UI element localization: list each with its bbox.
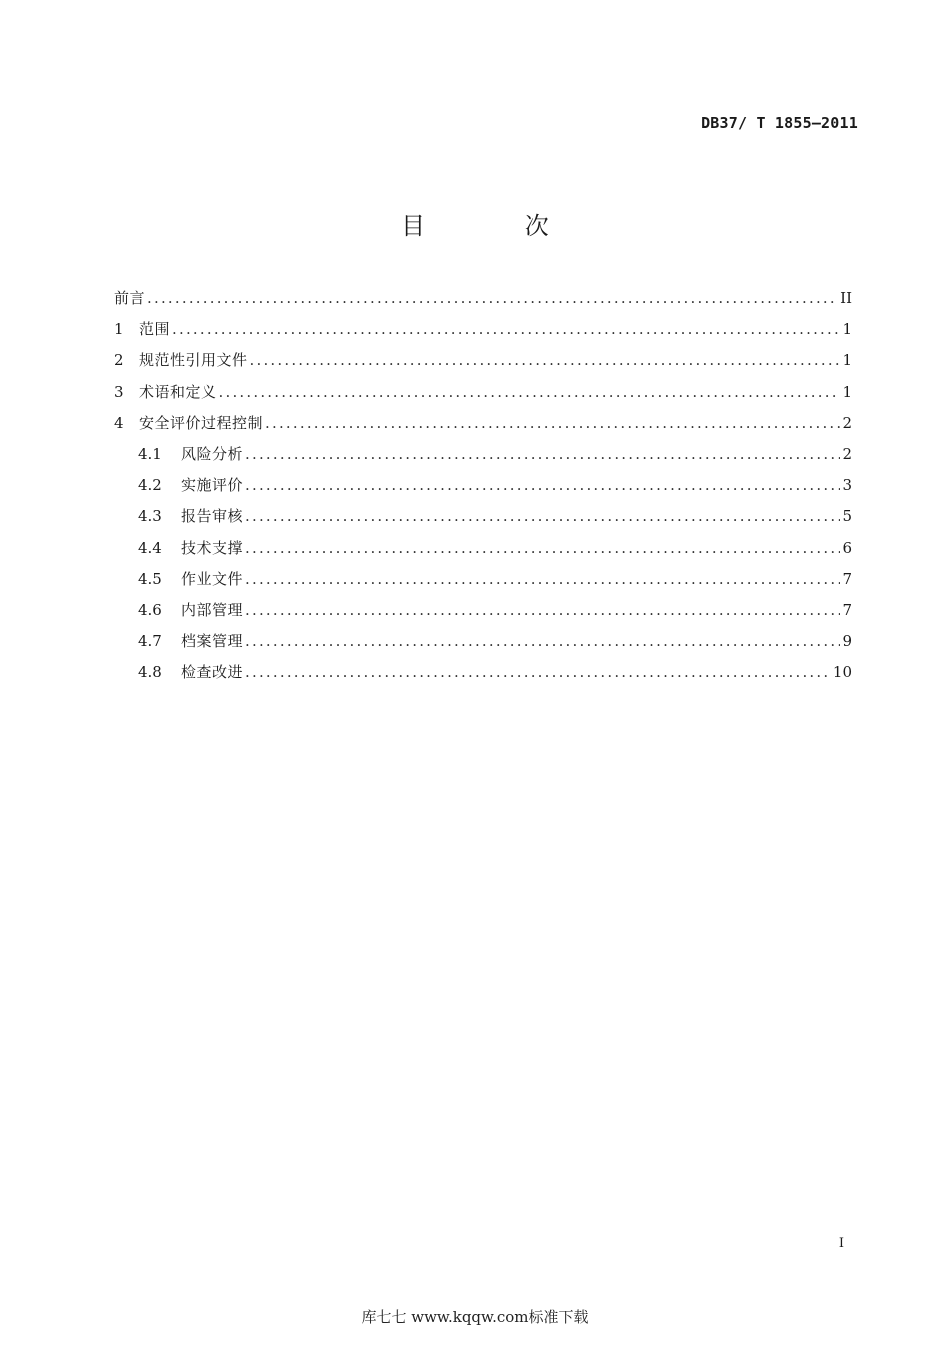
toc-entry-4-5[interactable]: [114, 567, 852, 598]
toc-entry-number: 4.2: [138, 476, 162, 495]
toc-entry-page: 2: [842, 444, 852, 463]
toc-leader-dots: [245, 536, 840, 560]
toc-leader-dots: [219, 380, 841, 404]
toc-entry-label: 前言: [114, 289, 146, 307]
toc-entry-4-7[interactable]: [114, 629, 852, 660]
toc-entry-number: 4.1: [138, 444, 162, 463]
toc-leader-dots: [245, 660, 831, 684]
toc-entry-page: 7: [842, 569, 852, 588]
toc-entry-label: 内部管理: [181, 600, 244, 619]
table-of-contents: [114, 286, 852, 691]
toc-leader-dots: [172, 317, 840, 341]
toc-entry-label: 报告审核: [181, 507, 244, 526]
toc-entry-4-4[interactable]: [114, 536, 852, 567]
toc-entry-label: 技术支撑: [181, 538, 244, 557]
toc-entry-foreword[interactable]: [114, 286, 852, 317]
toc-entry-label: 作业文件: [181, 569, 244, 588]
toc-entry-label: 实施评价: [181, 476, 244, 495]
toc-leader-dots: [265, 411, 840, 435]
toc-entry-label: 规范性引用文件: [139, 351, 248, 370]
toc-leader-dots: [245, 442, 840, 466]
toc-entry-2[interactable]: [114, 348, 852, 379]
toc-entry-page: 9: [842, 632, 852, 651]
toc-title: 目 次: [401, 212, 595, 240]
toc-entry-number: 4: [114, 413, 124, 432]
toc-entry-3[interactable]: [114, 380, 852, 411]
toc-entry-page: II: [840, 289, 852, 307]
toc-entry-label: 检查改进: [181, 663, 244, 682]
toc-entry-number: 4.3: [138, 507, 162, 526]
footer-watermark: 库七七 www.kqqw.com标准下载: [361, 1308, 589, 1326]
toc-leader-dots: [245, 567, 840, 591]
toc-entry-label: 安全评价过程控制: [139, 413, 264, 432]
toc-entry-1[interactable]: [114, 317, 852, 348]
toc-entry-number: 4.4: [138, 538, 162, 557]
toc-entry-number: 4.8: [138, 663, 162, 682]
toc-leader-dots: [245, 473, 840, 497]
toc-entry-label: 术语和定义: [139, 382, 217, 401]
toc-entry-page: 3: [842, 476, 852, 495]
toc-entry-number: 1: [114, 320, 124, 339]
toc-entry-number: 4.5: [138, 569, 162, 588]
toc-entry-page: 1: [842, 320, 852, 339]
toc-entry-4[interactable]: [114, 411, 852, 442]
toc-entry-page: 7: [842, 600, 852, 619]
toc-leader-dots: [147, 286, 838, 310]
page-number: I: [838, 1236, 844, 1251]
toc-entry-4-8[interactable]: [114, 660, 852, 691]
toc-entry-page: 1: [842, 382, 852, 401]
toc-entry-page: 5: [842, 507, 852, 526]
toc-leader-dots: [245, 504, 840, 528]
toc-entry-label: 风险分析: [181, 444, 244, 463]
toc-leader-dots: [245, 629, 840, 653]
toc-entry-label: 范围: [139, 320, 171, 339]
toc-entry-number: 4.7: [138, 632, 162, 651]
toc-entry-number: 2: [114, 351, 124, 370]
toc-leader-dots: [245, 598, 840, 622]
toc-entry-4-1[interactable]: [114, 442, 852, 473]
toc-entry-label: 档案管理: [181, 632, 244, 651]
document-code: DB37/ T 1855—2011: [701, 114, 858, 132]
toc-entry-page: 6: [842, 538, 852, 557]
toc-entry-page: 2: [842, 413, 852, 432]
toc-entry-page: 10: [832, 663, 852, 682]
toc-leader-dots: [250, 348, 841, 372]
toc-entry-4-3[interactable]: [114, 504, 852, 535]
toc-entry-page: 1: [842, 351, 852, 370]
toc-entry-4-2[interactable]: [114, 473, 852, 504]
toc-entry-number: 3: [114, 382, 124, 401]
toc-entry-4-6[interactable]: [114, 598, 852, 629]
toc-entry-number: 4.6: [138, 600, 162, 619]
